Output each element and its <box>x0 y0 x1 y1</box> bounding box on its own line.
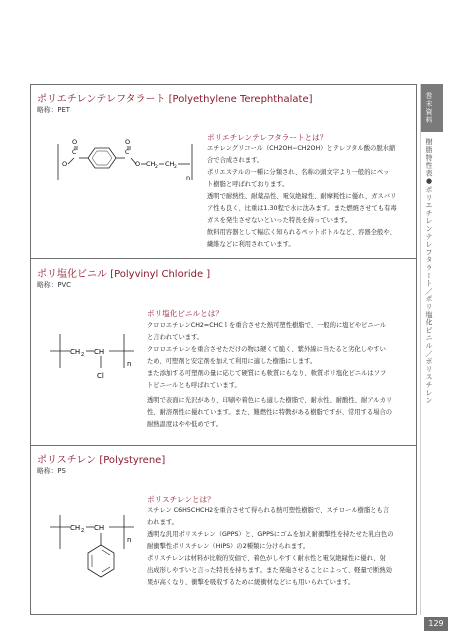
pet-o-top-left: O <box>72 138 78 146</box>
pvc-n: n <box>127 360 132 368</box>
title-en: [Polyvinyl Chloride ] <box>110 269 211 280</box>
description-ps <box>147 505 394 589</box>
description-pet <box>207 143 397 251</box>
pvc-ch2: CH <box>70 348 81 356</box>
pet-ch2-b: CH <box>165 160 175 168</box>
section-title-ps <box>37 451 165 466</box>
pet-o-right: O <box>135 160 141 168</box>
pvc-sub: 2 <box>81 352 85 358</box>
text-line: 果が高くなり、衝撃を吸収するために緩衝材などにも用いられています。 <box>147 579 355 586</box>
page-number: 129 <box>424 617 448 631</box>
question-pet: ポリエチレンテレフタラートとは？ <box>207 133 328 142</box>
text-line: 出成形しやすいと言った特長を持ちます。また発砲させることによって、軽量で断熱効 <box>147 567 392 574</box>
text-line: ガスを発生させないといった特長を持っています。 <box>207 217 352 224</box>
text-line: ト樹脂と呼ばれております。 <box>207 181 289 188</box>
title-jp: ポリエチレンテレフタラート <box>37 94 166 105</box>
text-line: ア性も良く、比重は1.30程で水に沈みます。また燃焼させても有毒 <box>207 205 397 212</box>
title-en: [Polyethylene Terephthalate] <box>168 94 313 105</box>
sidebar-rule <box>420 84 421 615</box>
description-pvc <box>147 320 386 392</box>
text-line: クロロエチレンを重合させただけの物は硬くて脆く、紫外線に当たると劣化しやすい <box>147 346 386 353</box>
ps-sub: 2 <box>81 528 85 534</box>
text-line: われます。 <box>147 519 178 526</box>
ps-ch2: CH <box>70 524 81 532</box>
ps-n: n <box>127 536 132 544</box>
pet-ch2-a: CH <box>146 160 156 168</box>
text-line: 飲料用容器として幅広く知られるペットボトルなど、容器全般や、 <box>207 229 396 236</box>
pet-n: n <box>186 174 191 182</box>
sidebar-chapter-title: 樹脂特性表●ポリエチレンテレフタラート／ポリ塩化ビニル／ポリスチレン <box>425 138 433 405</box>
title-jp: ポリスチレン <box>37 455 97 466</box>
abbreviation: 略称：PVC <box>37 281 71 289</box>
text-line: エチレングリコール（CH2OH−CH2OH）とテレフタル酸の脱水縮 <box>207 145 396 152</box>
pet-structure-diagram <box>48 136 198 188</box>
title-jp: ポリ塩化ビニル <box>37 269 107 280</box>
section-divider <box>30 445 417 446</box>
text-line: と言われています。 <box>147 334 204 341</box>
section-divider <box>30 258 417 259</box>
text-line: 透明で耐熱性、耐薬品性、電気絶縁性、耐摩耗性に優れ、ガスバリ <box>207 193 397 200</box>
title-en: [Polystyrene] <box>99 455 166 466</box>
sidebar-tab-label: 巻末資料 <box>425 92 433 124</box>
text-line: 繊維などに利用されています。 <box>207 241 295 248</box>
pet-c-right: C <box>125 149 130 156</box>
description-pvc-2 <box>147 395 392 431</box>
text-line: クロロエチレンCH2=CHCｌを重合させた熱可塑性樹脂で、一般的に塩ビやビニール <box>147 322 387 329</box>
text-line: ポリエステルの一種に分類され、名称の頭文字より一般的にペッ <box>207 169 390 176</box>
pvc-structure-diagram <box>48 328 138 384</box>
pvc-ch: CH <box>94 348 105 356</box>
pet-o-top-right: O <box>125 138 131 146</box>
text-line: ため、可塑剤と安定剤を加えて利用に適した樹脂にします。 <box>147 358 317 365</box>
text-line: 透明で表面に光沢があり、印刷や着色にも適した樹脂で、耐水性、耐酸性、耐アルカリ <box>147 397 393 404</box>
question-ps: ポリスチレンとは？ <box>147 495 215 504</box>
pet-c-left: C <box>72 149 77 156</box>
section-title-pet <box>37 90 313 105</box>
abbreviation: 略称：PET <box>37 106 70 114</box>
text-line: 合で合成されます。 <box>207 157 264 164</box>
abbreviation: 略称：PS <box>37 467 66 475</box>
text-line: トビニールとも呼ばれています。 <box>147 382 241 389</box>
text-line: 透明な汎用ポリスチレン（GPPS）と、GPPSにゴムを加え耐衝撃性を持たせた乳白色の <box>147 531 394 538</box>
text-line: 耐衝撃性ポリスチレン（HIPS）の2種類に分けられます。 <box>147 543 310 550</box>
pvc-cl: Cl <box>97 372 104 380</box>
pet-sub-a: 2 <box>155 165 158 170</box>
ps-ch: CH <box>94 524 105 532</box>
pet-sub-b: 2 <box>174 165 177 170</box>
text-line: 耐熱温度はやや低めです。 <box>147 421 223 428</box>
ps-structure-diagram <box>48 509 138 593</box>
text-line: ポリスチレンは材料が比較的安価で、着色がしやすく耐水性と電気絶縁性に優れ、射 <box>147 555 386 562</box>
text-line: スチレン C6H5CHCH2を重合させて得られる熱可塑性樹脂で、スチロール樹脂とも言 <box>147 507 390 514</box>
text-line: また添加する可塑剤の量に応じて硬質にも軟質にもなり、軟質ポリ塩化ビニルはソフ <box>147 370 387 377</box>
question-pvc: ポリ塩化ビニルとは？ <box>147 309 223 318</box>
text-line: 性、耐溶剤性に優れています。また、難燃性に特徴がある樹脂ですが、常用する場合の <box>147 409 393 416</box>
pet-o-left: O <box>62 160 68 168</box>
section-title-pvc <box>37 265 210 280</box>
